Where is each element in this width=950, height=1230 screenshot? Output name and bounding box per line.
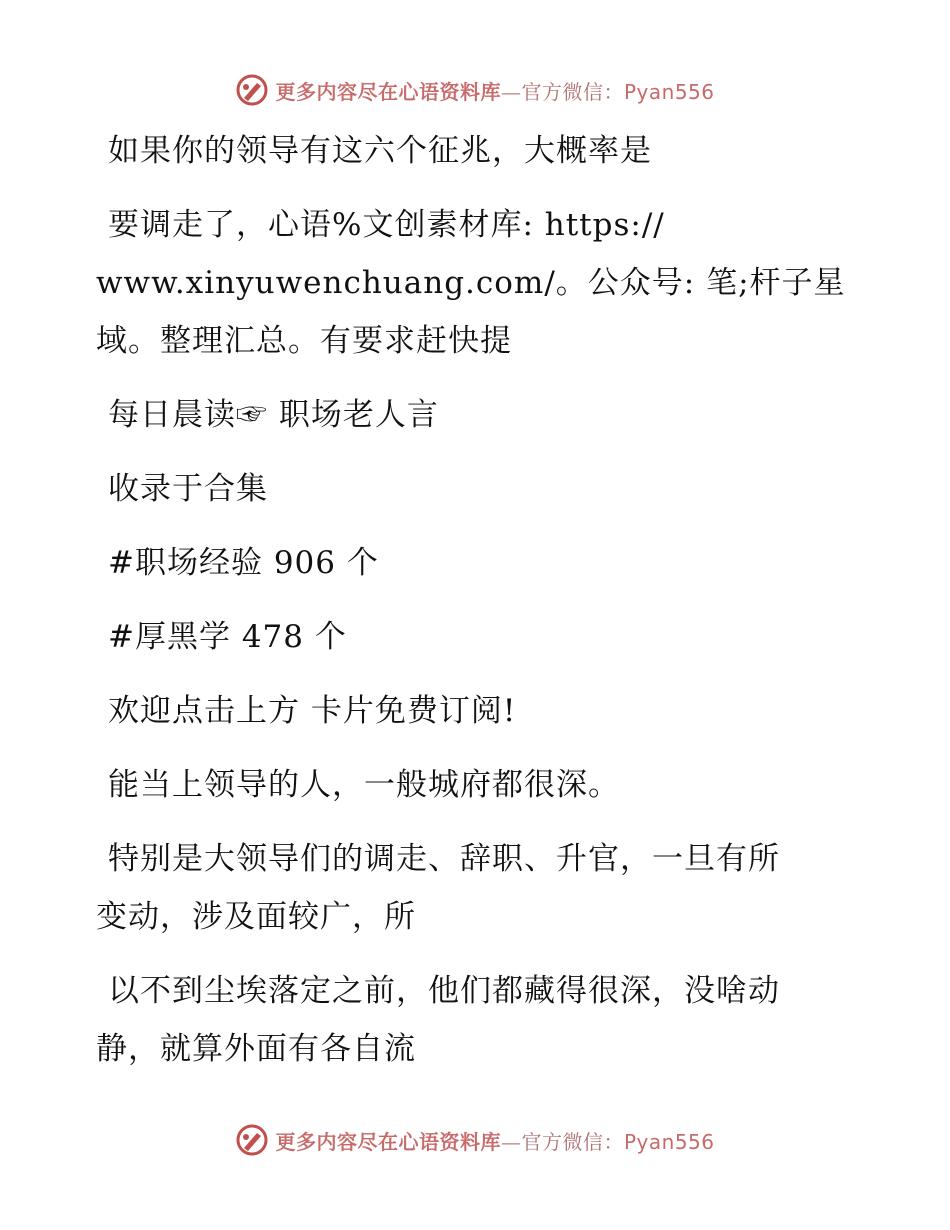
text-line: 特别是大领导们的调走、辞职、升官，一旦有所 [108,841,780,877]
document-body [96,122,846,1078]
text-line: 变动，涉及面较广，所 [96,899,416,935]
text-line: #职场经验 906 个 [108,545,379,581]
pen-logo-icon [235,1123,269,1157]
banner-dash: — [500,1129,522,1154]
banner-official-label: 官方微信： [521,1129,624,1154]
banner-dash: — [500,79,522,104]
banner-wechat-id: Pyan556 [623,79,715,104]
banner-main-text: 更多内容尽在心语资料库 [275,1129,501,1154]
pen-logo-icon [235,73,269,107]
text-line: 欢迎点击上方 卡片免费订阅! [108,693,517,729]
header-banner-inner [235,73,714,107]
footer-banner-inner [235,1123,714,1157]
banner-official-label: 官方微信： [521,79,624,104]
text-line: 静，就算外面有各自流 [96,1031,416,1067]
text-line: 收录于合集 [108,471,268,507]
banner-wechat-id: Pyan556 [623,1129,715,1154]
text-line: 以不到尘埃落定之前，他们都藏得很深，没啥动 [108,973,780,1009]
banner-main-text: 更多内容尽在心语资料库 [275,79,501,104]
text-line: 域。整理汇总。有要求赶快提 [96,323,512,359]
header-banner [0,70,950,110]
banner-text [275,1126,714,1155]
text-line: 要调走了，心语%文创素材库: https:// [108,207,665,243]
text-line: #厚黑学 478 个 [108,619,347,655]
text-line: 每日晨读☞ 职场老人言 [108,397,439,433]
text-line: 能当上领导的人，一般城府都很深。 [108,767,620,803]
banner-text [275,76,714,105]
text-line: 如果你的领导有这六个征兆，大概率是 [108,133,652,169]
footer-banner [0,1120,950,1160]
text-line: www.xinyuwenchuang.com/。公众号: 笔;杆子星 [96,265,846,301]
